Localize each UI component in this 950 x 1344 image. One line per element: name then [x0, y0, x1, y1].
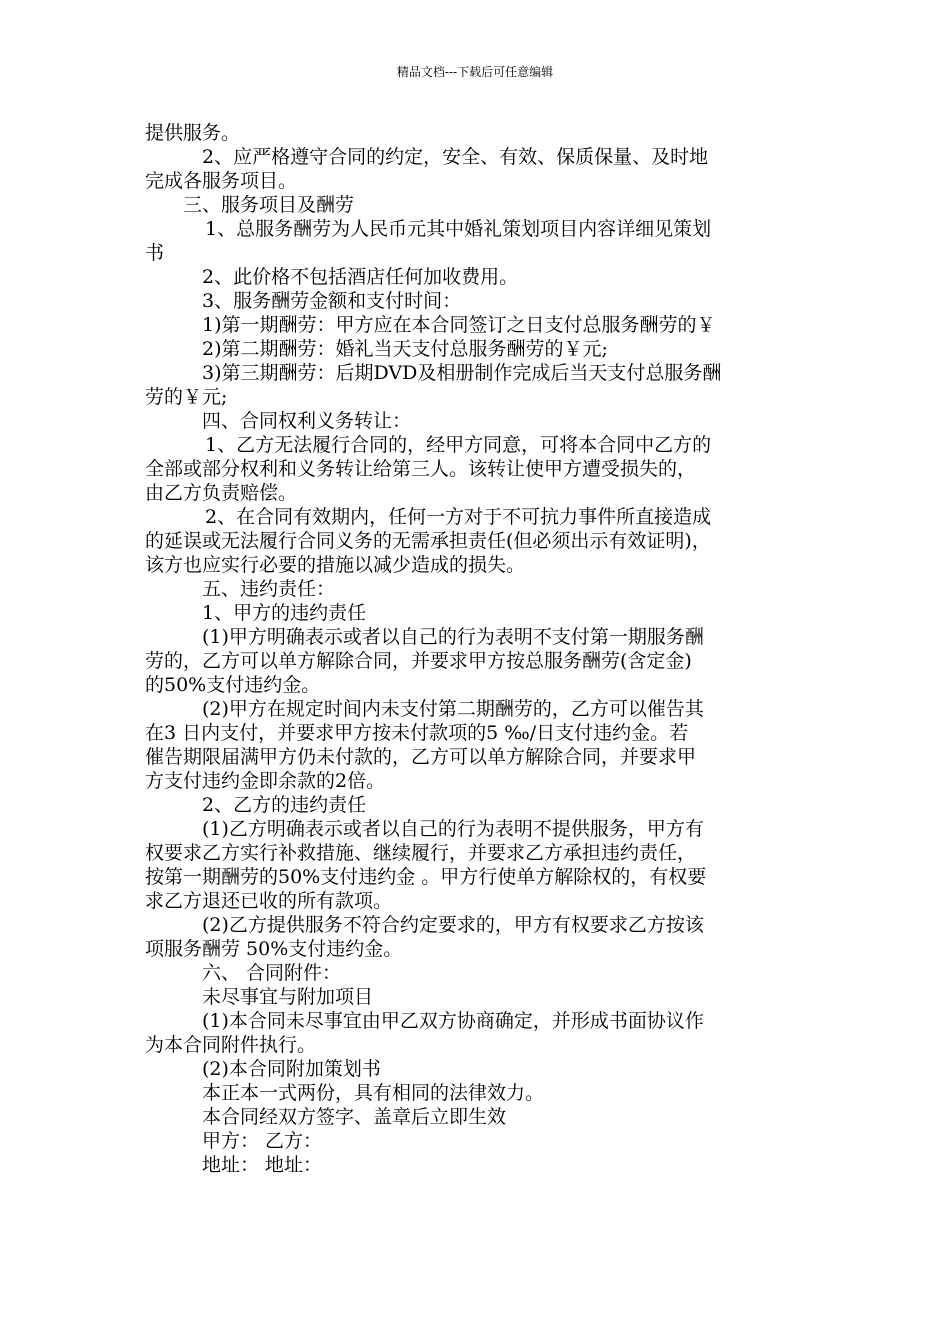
text-line: 2、应严格遵守合同的约定，安全、有效、保质保量、及时地 [202, 146, 709, 168]
text-line: 方支付违约金即余款的2倍。 [145, 770, 386, 792]
text-line: (2)乙方提供服务不符合约定要求的，甲方有权要求乙方按该 [202, 914, 704, 936]
text-line: 的50%支付违约金。 [145, 674, 321, 696]
text-line: 1)第一期酬劳：甲方应在本合同签订之日支付总服务酬劳的￥ [202, 314, 716, 336]
text-line: 书 [145, 242, 165, 264]
text-line: (2)本合同附加策划书 [202, 1058, 381, 1080]
text-line: 权要求乙方实行补救措施、继续履行，并要求乙方承担违约责任， [145, 842, 697, 864]
text-line: 由乙方负责赔偿。 [145, 482, 298, 504]
signature-party-line: 甲方： 乙方： [202, 1130, 323, 1152]
section-heading: 五、违约责任： [202, 578, 336, 600]
section-heading: 四、合同权利义务转让： [202, 410, 412, 432]
text-line: (2)甲方在规定时间内未支付第二期酬劳的，乙方可以催告其 [202, 698, 704, 720]
text-line: 本合同经双方签字、盖章后立即生效 [202, 1106, 507, 1128]
text-line: 2、在合同有效期内，任何一方对于不可抗力事件所直接造成 [205, 506, 712, 528]
text-line: 按第一期酬劳的50%支付违约金 。甲方行使单方解除权的，有权要 [145, 866, 707, 888]
text-line: 催告期限届满甲方仍未付款的，乙方可以单方解除合同，并要求甲 [145, 746, 697, 768]
text-line: 1、总服务酬劳为人民币元其中婚礼策划项目内容详细见策划 [205, 218, 712, 240]
text-line: 全部或部分权利和义务转让给第三人。该转让使甲方遭受损失的， [145, 458, 697, 480]
text-line: 为本合同附件执行。 [145, 1034, 317, 1056]
text-line: (1)本合同未尽事宜由甲乙双方协商确定，并形成书面协议作 [202, 1010, 704, 1032]
document-body [145, 121, 807, 1177]
section-heading: 六、 合同附件： [202, 962, 342, 984]
text-line: 未尽事宜与附加项目 [202, 986, 374, 1008]
text-line: (1)乙方明确表示或者以自己的行为表明不提供服务，甲方有 [202, 818, 704, 840]
signature-address-line: 地址： 地址： [202, 1154, 323, 1176]
text-line: (1)甲方明确表示或者以自己的行为表明不支付第一期服务酬 [202, 626, 704, 648]
text-line: 完成各服务项目。 [145, 170, 298, 192]
text-line: 2、乙方的违约责任 [202, 794, 367, 816]
text-line: 劳的￥元; [145, 386, 228, 408]
text-line: 该方也应实行必要的措施以减少造成的损失。 [145, 554, 526, 576]
text-line: 2、此价格不包括酒店任何加收费用。 [202, 266, 519, 288]
text-line: 提供服务。 [145, 122, 241, 144]
text-line: 项服务酬劳 50%支付违约金。 [145, 938, 403, 960]
text-line: 3、服务酬劳金额和支付时间： [202, 290, 462, 312]
text-line: 求乙方退还已收的所有款项。 [145, 890, 393, 912]
text-line: 2)第二期酬劳：婚礼当天支付总服务酬劳的￥元; [202, 338, 608, 360]
text-line: 1、甲方的违约责任 [202, 602, 367, 624]
text-line: 3)第三期酬劳：后期DVD及相册制作完成后当天支付总服务酬 [202, 362, 722, 384]
section-heading: 三、服务项目及酬劳 [183, 194, 355, 216]
text-line: 劳的，乙方可以单方解除合同，并要求甲方按总服务酬劳(含定金) [145, 650, 692, 672]
page-header: 精品文档---下载后可任意编辑 [396, 65, 554, 79]
text-line: 1、乙方无法履行合同的，经甲方同意，可将本合同中乙方的 [205, 434, 712, 456]
text-line: 本正本一式两份，具有相同的法律效力。 [202, 1082, 545, 1104]
text-line: 在3 日内支付，并要求甲方按未付款项的5 ‰/日支付违约金。若 [145, 722, 689, 744]
text-line: 的延误或无法履行合同义务的无需承担责任(但必须出示有效证明)， [145, 530, 711, 552]
